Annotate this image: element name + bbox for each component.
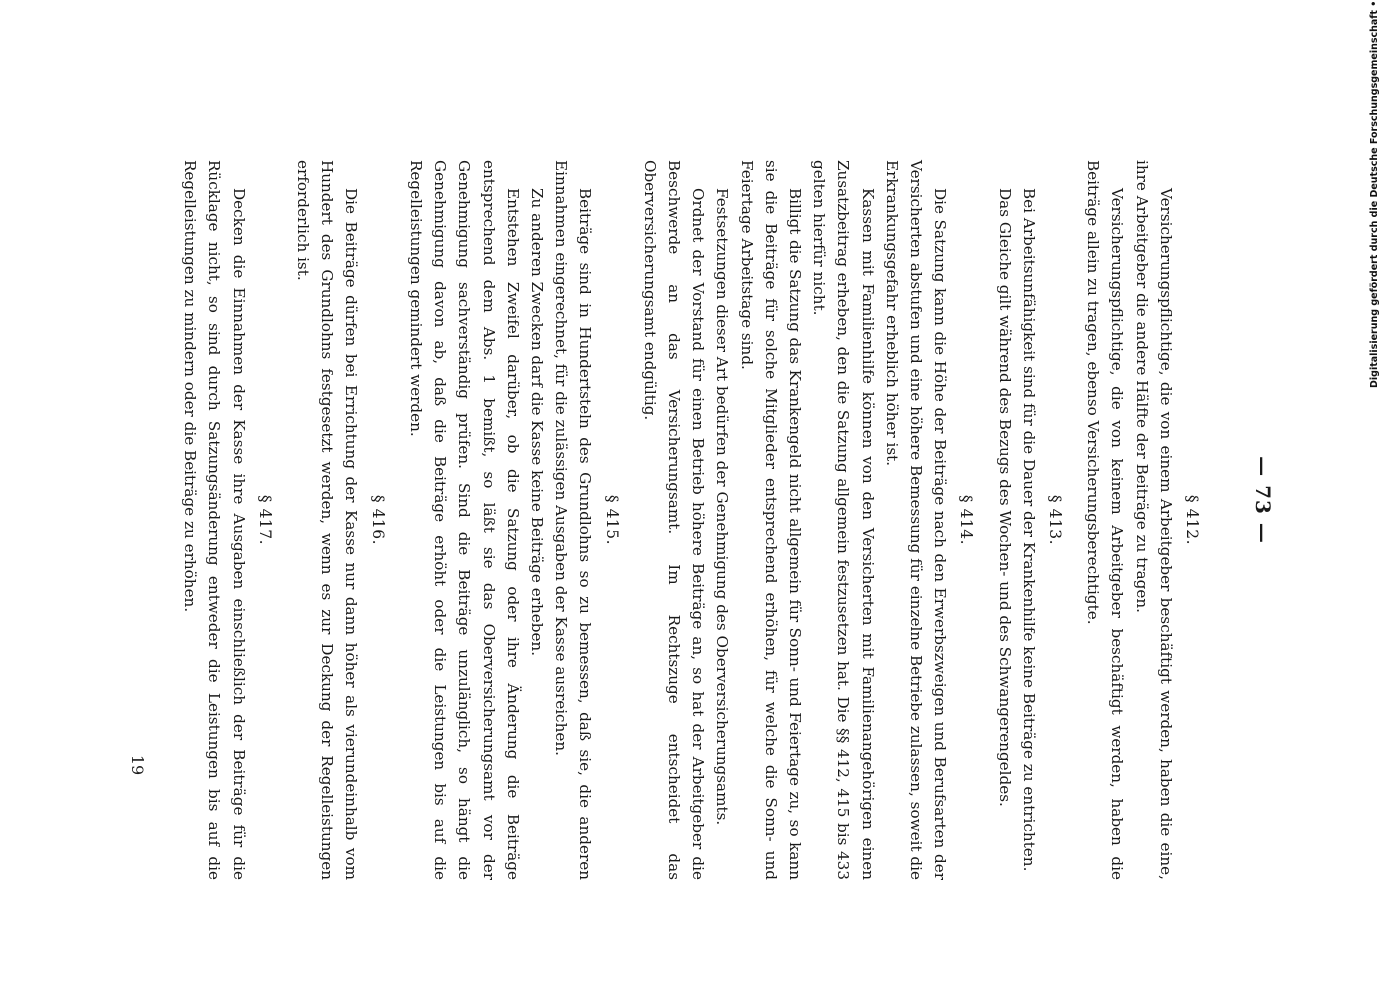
section-heading: § 413. [1045, 494, 1064, 546]
paragraph: Die Beiträge dürfen bei Errichtung der Kasse nur dann höher als vierundeinhalb vom Hundert des Grundlohns festgesetzt werden, wenn es zur Deckung der Regelleistungen erforderlich ist. [294, 160, 361, 880]
section-heading: § 414. [957, 494, 976, 546]
watermark-text: Digitalisierung gefördert durch die Deutsche Forschungsgemeinschaft • [1369, 0, 1380, 388]
paragraph: Die Satzung kann die Höhe der Beiträge nach den Erwerbszweigen und Berufsarten der Versicherten abstufen und eine höhere Bemessung für einzelne Betriebe zulassen, soweit die Erkrankungsgefahr erheblich höher ist. [882, 160, 950, 880]
signature-mark: 19 [128, 754, 147, 776]
paragraph: Decken die Einnahmen der Kasse ihre Ausgaben einschließlich der Beiträge für die Rücklage nicht, so sind durch Satzungsänderung entweder die Leistungen bis auf die Regelleistungen zu mindern oder die Beiträge zu erhöhen. [181, 160, 248, 880]
section-415 [404, 160, 624, 880]
section-417 [178, 160, 277, 880]
dfg-watermark-text [1368, 0, 1382, 388]
page-number: — 73 — [1251, 456, 1275, 544]
paragraph: Das Gleiche gilt während des Bezugs des Wochen- und des Schwangerengeldes. [995, 188, 1014, 807]
paragraph: Bei Arbeitsunfähigkeit sind für die Dauer der Krankenhilfe keine Beiträge zu entrichten. [1019, 188, 1038, 872]
section-heading: § 412. [1183, 494, 1201, 546]
paragraph: Entstehen Zweifel darüber, ob die Satzung oder ihre Änderung die Beiträge entsprechend dem Abs. 1 bemißt, so läßt sie das Oberversicherungsamt vor der Genehmigung sachverständig prüfen. Sind die Beiträge unzulänglich, so hängt die Genehmigung davon ab, daß die Beiträge erhöht oder die Leistungen bis auf die Regelleistungen gemindert werden. [406, 160, 522, 880]
document-body [178, 160, 1208, 880]
paragraph: Ordnet der Vorstand für einen Betrieb höhere Beiträge an, so hat der Arbeitgeber die Beschwerde an das Versicherungsamt. Im Rechtszuge entscheidet das Oberversicherungsamt endgültig. [640, 160, 708, 880]
section-heading: § 416. [368, 494, 387, 546]
paragraph: Beiträge sind in Hundertsteln des Grundlohns so zu bemessen, daß sie, die anderen Einnahmen eingerechnet, für die zulässigen Ausgaben der Kasse ausreichen. [552, 160, 595, 880]
paragraph: Zu anderen Zwecken darf die Kasse keine Beiträge erheben. [527, 188, 546, 657]
paragraph: Versicherungspflichtige, die von keinem Arbeitgeber beschäftigt werden, haben die Beiträge allein zu tragen, ebenso Versicherungsberechtigte. [1084, 160, 1127, 880]
dfg-watermark [1368, 0, 1382, 388]
paragraph: Versicherungspflichtige, die von einem Arbeitgeber beschäftigt werden, haben die eine, ihre Arbeitgeber die andere Hälfte der Beiträge zu tragen. [1132, 160, 1175, 880]
section-414 [638, 160, 979, 880]
section-412 [1081, 160, 1204, 880]
paragraph: Kassen mit Familienhilfe können von den Versicherten mit Familienangehörigen einen Zusatzbeitrag erheben, den die Satzung allgemein festzusetzen hat. Die §§ 412, 415 bis 433 gelten hierfür nicht. [810, 160, 877, 880]
paragraph: Billigt die Satzung das Krankengeld nicht allgemein für Sonn- und Feiertage zu, so kann sie die Beiträge für solche Mitglieder entsprechend erhöhen, für welche die Sonn- und Feiertage Arbeitstage sind. [737, 160, 804, 880]
section-heading: § 417. [255, 494, 274, 546]
section-heading: § 415. [602, 494, 621, 546]
paragraph: Festsetzungen dieser Art bedürfen der Genehmigung des Oberversicherungsamts. [713, 188, 732, 826]
section-413 [992, 160, 1067, 880]
section-416 [291, 160, 390, 880]
